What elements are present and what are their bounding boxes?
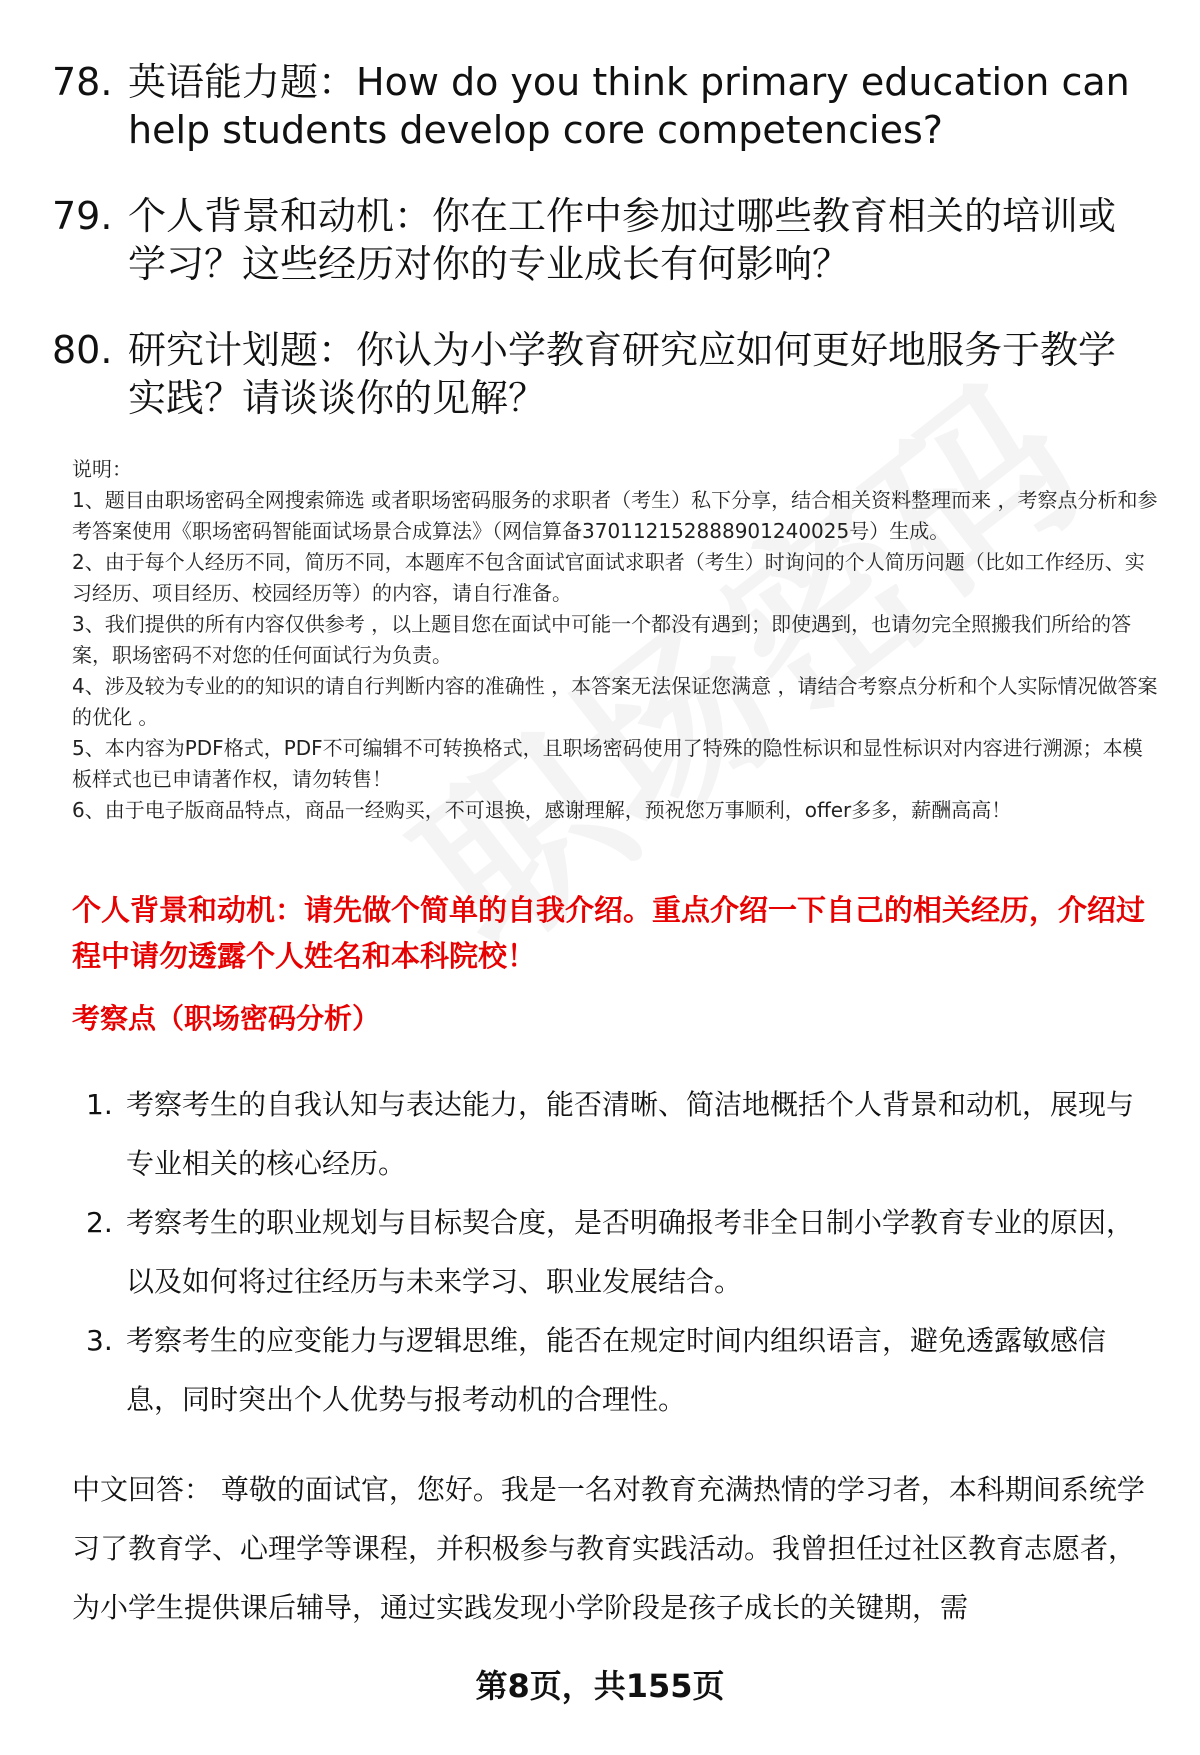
analysis-number: 1. [86, 1088, 113, 1121]
question-number: 79. [52, 194, 113, 238]
note-item: 1、题目由职场密码全网搜索筛选 或者职场密码服务的求职者（考生）私下分享，结合相关资料整理而来 ，考察点分析和参考答案使用《职场密码智能面试场景合成算法》（网信算备370112152888901240025号）生成。 [72, 488, 1158, 543]
question-item [52, 326, 1142, 422]
question-list [52, 58, 1142, 460]
question-item [52, 58, 1142, 154]
notes-section [72, 454, 1160, 826]
note-item: 2、由于每个人经历不同，简历不同，本题库不包含面试官面试求职者（考生）时询问的个人简历问题（比如工作经历、实习经历、项目经历、校园经历等）的内容，请自行准备。 [72, 550, 1145, 605]
question-number: 80. [52, 328, 113, 372]
question-item [52, 192, 1142, 288]
analysis-item [86, 1075, 1156, 1193]
note-item: 6、由于电子版商品特点，商品一经购买，不可退换，感谢理解，预祝您万事顺利，offer多多，薪酬高高！ [72, 798, 1012, 822]
analysis-text: 考察考生的自我认知与表达能力，能否清晰、简洁地概括个人背景和动机，展现与专业相关的核心经历。 [126, 1088, 1135, 1180]
note-item: 4、涉及较为专业的的知识的请自行判断内容的准确性 ，本答案无法保证您满意 ，请结合考察点分析和个人实际情况做答案的优化 。 [72, 674, 1158, 729]
note-item: 3、我们提供的所有内容仅供参考 ，以上题目您在面试中可能一个都没有遇到；即使遇到，也请勿完全照搬我们所给的答案，职场密码不对您的任何面试行为负责。 [72, 612, 1132, 667]
analysis-number: 2. [86, 1206, 113, 1239]
answer-text: 中文回答： 尊敬的面试官，您好。我是一名对教育充满热情的学习者，本科期间系统学习了教育学、心理学等课程，并积极参与教育实践活动。我曾担任过社区教育志愿者，为小学生提供课后辅导，通过实践发现小学阶段是孩子成长的关键期，需 [72, 1473, 1145, 1624]
note-item: 5、本内容为PDF格式，PDF不可编辑不可转换格式，且职场密码使用了特殊的隐性标识和显性标识对内容进行溯源；本模板样式也已申请著作权，请勿转售！ [72, 736, 1143, 791]
question-number: 78. [52, 60, 113, 104]
analysis-text: 考察考生的应变能力与逻辑思维，能否在规定时间内组织语言，避免透露敏感信息，同时突出个人优势与报考动机的合理性。 [126, 1324, 1107, 1416]
analysis-item [86, 1193, 1156, 1311]
question-text: 研究计划题：你认为小学教育研究应如何更好地服务于教学实践？请谈谈你的见解？ [128, 328, 1117, 420]
analysis-number: 3. [86, 1324, 113, 1357]
analysis-item [86, 1311, 1156, 1429]
question-text: 英语能力题：How do you think primary education can help students develop core competencies? [128, 60, 1130, 152]
analysis-text: 考察考生的职业规划与目标契合度，是否明确报考非全日制小学教育专业的原因，以及如何将过往经历与未来学习、职业发展结合。 [126, 1206, 1135, 1298]
current-question: 个人背景和动机：请先做个简单的自我介绍。重点介绍一下自己的相关经历，介绍过程中请勿透露个人姓名和本科院校！ [72, 893, 1146, 973]
analysis-list [86, 1075, 1156, 1429]
page-footer: 第8页，共155页 [475, 1667, 725, 1705]
analysis-heading: 考察点（职场密码分析） [72, 1002, 381, 1035]
question-text: 个人背景和动机：你在工作中参加过哪些教育相关的培训或学习？这些经历对你的专业成长有何影响？ [128, 194, 1117, 286]
notes-title: 说明： [72, 457, 132, 481]
